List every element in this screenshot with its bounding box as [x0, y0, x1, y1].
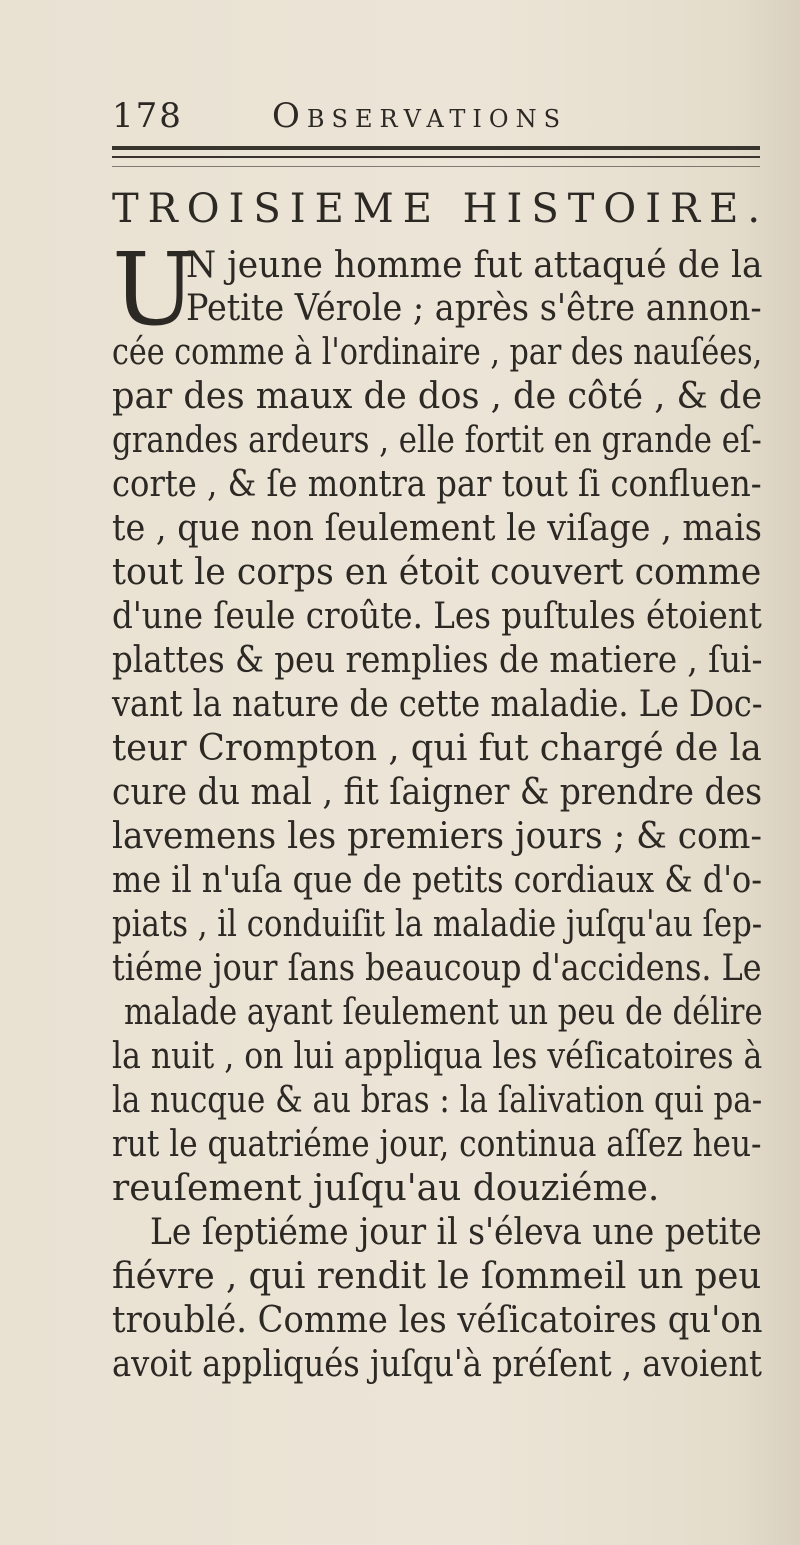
text-line: corte , & ſe montra par tout ſi confluen-	[112, 464, 762, 505]
text-line: la nuit , on lui appliqua les véſicatoires à	[112, 1036, 763, 1077]
text-line: troublé. Comme les véſicatoires qu'on	[112, 1300, 763, 1341]
text-line: me il n'uſa que de petits cordiaux & d'o-	[112, 860, 762, 901]
drop-cap: U	[112, 231, 197, 348]
text-line: tout le corps en étoit couvert comme	[112, 552, 762, 593]
text-line: fiévre , qui rendit le ſommeil un peu	[112, 1256, 762, 1297]
text-line: par des maux de dos , de côté , & de	[112, 376, 763, 417]
text-line: grandes ardeurs , elle fortit en grande eſ-	[112, 420, 762, 461]
text-line: avoit appliqués juſqu'à préſent , avoient	[112, 1344, 762, 1385]
text-line: reuſement juſqu'au douziéme.	[112, 1168, 660, 1209]
text-line: Le ſeptiéme jour il s'éleva une petite	[150, 1212, 762, 1253]
text-line: vant la nature de cette maladie. Le Doc-	[112, 684, 763, 725]
text-line: teur Crompton , qui fut chargé de la	[112, 728, 762, 769]
text-line: lavemens les premiers jours ; & com-	[112, 816, 762, 857]
section-title: TROISIEME HISTOIRE.	[112, 186, 770, 232]
text-line: cée comme à l'ordinaire , par des nauſées,	[112, 332, 763, 373]
text-line: N jeune homme fut attaqué de la	[186, 245, 763, 286]
text-line: malade ayant ſeulement un peu de délire	[124, 992, 763, 1033]
text-line: rut le quatriéme jour, continua aſſez heu-	[112, 1124, 762, 1165]
text-line: la nucque & au bras : la ſalivation qui pa-	[112, 1080, 763, 1121]
text-line: te , que non ſeulement le viſage , mais	[112, 508, 762, 549]
text-line: cure du mal , fit ſaigner & prendre des	[112, 772, 763, 813]
running-title: Observations	[272, 96, 568, 136]
text-line: plattes & peu remplies de matiere , ſui-	[112, 640, 763, 681]
text-line: Petite Vérole ; après s'être annon-	[186, 288, 762, 329]
text-line: piats , il conduiſit la maladie juſqu'au ſep-	[112, 904, 763, 945]
text-line: tiéme jour ſans beaucoup d'accidens. Le	[112, 948, 762, 989]
text-line: d'une ſeule croûte. Les puſtules étoient	[112, 596, 762, 637]
page-number: 178	[112, 96, 183, 136]
